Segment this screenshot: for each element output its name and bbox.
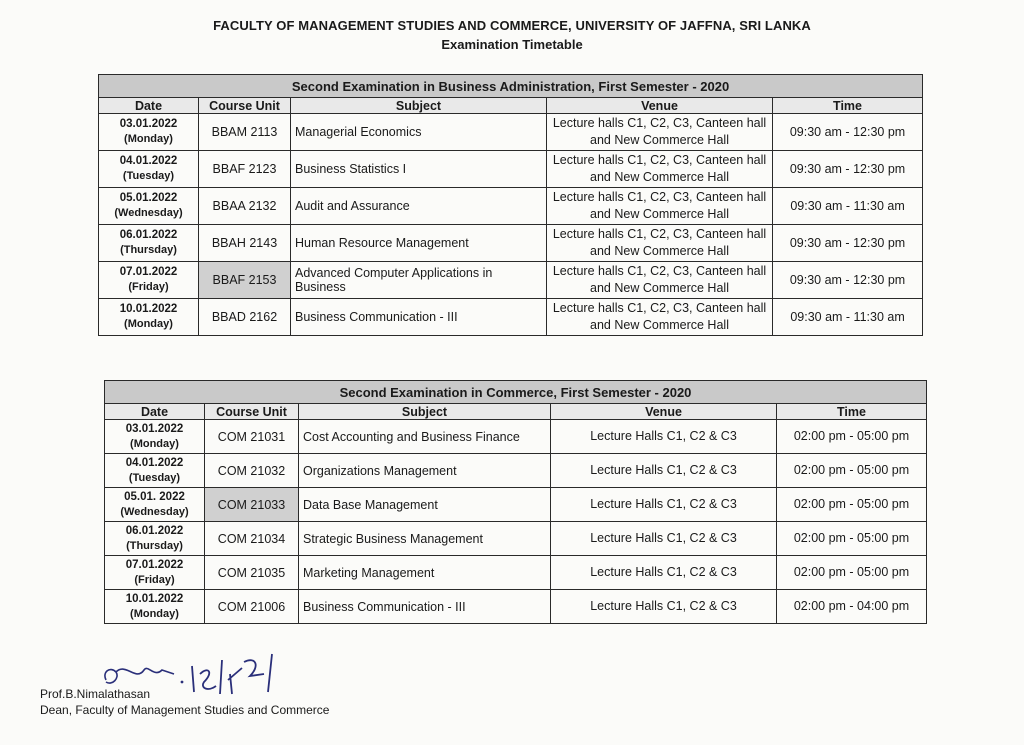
course-unit: COM 21034 <box>205 522 299 556</box>
exam-time: 02:00 pm - 04:00 pm <box>777 590 927 624</box>
exam-time: 02:00 pm - 05:00 pm <box>777 556 927 590</box>
venue: Lecture halls C1, C2, C3, Canteen hall and New Commerce Hall <box>547 225 773 262</box>
ba-header-row <box>99 98 923 114</box>
exam-day: (Thursday) <box>120 244 177 256</box>
col-header-venue: Venue <box>551 404 777 420</box>
exam-date: 07.01.2022 <box>125 558 184 571</box>
venue: Lecture halls C1, C2, C3, Canteen hall and New Commerce Hall <box>547 114 773 151</box>
col-header-course-unit: Course Unit <box>205 404 299 420</box>
subject: Organizations Management <box>299 454 551 488</box>
commerce-timetable <box>104 380 927 624</box>
exam-date: 03.01.2022 <box>119 118 178 130</box>
exam-date: 10.01.2022 <box>119 303 178 315</box>
document-header <box>0 18 1024 52</box>
exam-date: 04.01.2022 <box>125 456 184 469</box>
exam-date: 04.01.2022 <box>119 155 178 167</box>
exam-day: (Friday) <box>128 281 169 293</box>
exam-date-cell <box>105 590 205 624</box>
course-unit: BBAD 2162 <box>199 299 291 336</box>
exam-date-cell <box>99 151 199 188</box>
course-unit: BBAH 2143 <box>199 225 291 262</box>
faculty-title: FACULTY OF MANAGEMENT STUDIES AND COMMERCE, UNIVERSITY OF JAFFNA, SRI LANKA <box>213 18 811 33</box>
ba-table-row <box>99 114 923 151</box>
exam-time: 02:00 pm - 05:00 pm <box>777 488 927 522</box>
signatory-name: Prof.B.Nimalathasan <box>40 687 151 701</box>
col-header-venue: Venue <box>547 98 773 114</box>
col-header-subject: Subject <box>291 98 547 114</box>
commerce-table-row <box>105 420 927 454</box>
exam-time: 09:30 am - 12:30 pm <box>773 262 923 299</box>
exam-date: 05.01.2022 <box>119 192 178 204</box>
exam-date: 05.01. 2022 <box>124 490 185 503</box>
exam-date: 10.01.2022 <box>125 592 184 605</box>
commerce-table-title: Second Examination in Commerce, First Semester - 2020 <box>105 381 927 404</box>
col-header-course-unit: Course Unit <box>199 98 291 114</box>
commerce-table-row <box>105 556 927 590</box>
venue: Lecture Halls C1, C2 & C3 <box>551 522 777 556</box>
col-header-time: Time <box>777 404 927 420</box>
exam-day: (Thursday) <box>126 539 183 552</box>
exam-date: 03.01.2022 <box>125 422 184 435</box>
exam-time: 09:30 am - 12:30 pm <box>773 114 923 151</box>
course-unit: COM 21032 <box>205 454 299 488</box>
exam-date-cell <box>99 188 199 225</box>
col-header-subject: Subject <box>299 404 551 420</box>
commerce-table-row <box>105 522 927 556</box>
exam-day: (Monday) <box>130 607 179 620</box>
exam-date: 06.01.2022 <box>119 229 178 241</box>
subject: Advanced Computer Applications in Business <box>291 262 547 299</box>
venue: Lecture Halls C1, C2 & C3 <box>551 454 777 488</box>
subject: Business Communication - III <box>291 299 547 336</box>
exam-date: 06.01.2022 <box>125 524 184 537</box>
course-unit: COM 21033 <box>205 488 299 522</box>
ba-table-row <box>99 262 923 299</box>
subject: Data Base Management <box>299 488 551 522</box>
signatory-position: Dean, Faculty of Management Studies and Commerce <box>40 703 330 717</box>
exam-time: 09:30 am - 12:30 pm <box>773 151 923 188</box>
course-unit: BBAA 2132 <box>199 188 291 225</box>
venue: Lecture Halls C1, C2 & C3 <box>551 420 777 454</box>
exam-date-cell <box>105 420 205 454</box>
exam-day: (Friday) <box>134 573 175 586</box>
exam-date-cell <box>105 488 205 522</box>
exam-date-cell <box>99 299 199 336</box>
venue: Lecture halls C1, C2, C3, Canteen hall and New Commerce Hall <box>547 299 773 336</box>
exam-date-cell <box>99 262 199 299</box>
signatory-block <box>40 686 329 718</box>
course-unit: COM 21031 <box>205 420 299 454</box>
ba-table-row <box>99 225 923 262</box>
venue: Lecture halls C1, C2, C3, Canteen hall and New Commerce Hall <box>547 151 773 188</box>
commerce-table-row <box>105 454 927 488</box>
subject: Audit and Assurance <box>291 188 547 225</box>
venue: Lecture halls C1, C2, C3, Canteen hall and New Commerce Hall <box>547 188 773 225</box>
ba-table-title: Second Examination in Business Administration, First Semester - 2020 <box>99 75 923 98</box>
ba-table-row <box>99 299 923 336</box>
exam-time: 02:00 pm - 05:00 pm <box>777 420 927 454</box>
exam-day: (Wednesday) <box>120 505 189 518</box>
exam-date-cell <box>105 522 205 556</box>
commerce-header-row <box>105 404 927 420</box>
ba-table-row <box>99 151 923 188</box>
exam-day: (Monday) <box>124 318 173 330</box>
col-header-time: Time <box>773 98 923 114</box>
exam-time: 09:30 am - 12:30 pm <box>773 225 923 262</box>
venue: Lecture Halls C1, C2 & C3 <box>551 488 777 522</box>
exam-time: 09:30 am - 11:30 am <box>773 299 923 336</box>
subject: Strategic Business Management <box>299 522 551 556</box>
exam-day: (Tuesday) <box>128 471 181 484</box>
exam-time: 02:00 pm - 05:00 pm <box>777 522 927 556</box>
exam-date: 07.01.2022 <box>119 266 178 278</box>
col-header-date: Date <box>105 404 205 420</box>
exam-day: (Tuesday) <box>122 170 175 182</box>
subject: Business Statistics I <box>291 151 547 188</box>
subject: Marketing Management <box>299 556 551 590</box>
exam-day: (Wednesday) <box>114 207 183 219</box>
commerce-table-row <box>105 590 927 624</box>
exam-date-cell <box>99 225 199 262</box>
course-unit: BBAM 2113 <box>199 114 291 151</box>
page-title: Examination Timetable <box>441 37 583 52</box>
course-unit: BBAF 2153 <box>199 262 291 299</box>
subject: Business Communication - III <box>299 590 551 624</box>
venue: Lecture Halls C1, C2 & C3 <box>551 590 777 624</box>
commerce-table-row <box>105 488 927 522</box>
venue: Lecture Halls C1, C2 & C3 <box>551 556 777 590</box>
exam-date-cell <box>99 114 199 151</box>
exam-day: (Monday) <box>130 437 179 450</box>
ba-table-row <box>99 188 923 225</box>
col-header-date: Date <box>99 98 199 114</box>
subject: Managerial Economics <box>291 114 547 151</box>
exam-date-cell <box>105 556 205 590</box>
exam-day: (Monday) <box>124 133 173 145</box>
course-unit: COM 21006 <box>205 590 299 624</box>
exam-time: 09:30 am - 11:30 am <box>773 188 923 225</box>
exam-date-cell <box>105 454 205 488</box>
exam-time: 02:00 pm - 05:00 pm <box>777 454 927 488</box>
venue: Lecture halls C1, C2, C3, Canteen hall and New Commerce Hall <box>547 262 773 299</box>
course-unit: COM 21035 <box>205 556 299 590</box>
subject: Cost Accounting and Business Finance <box>299 420 551 454</box>
course-unit: BBAF 2123 <box>199 151 291 188</box>
subject: Human Resource Management <box>291 225 547 262</box>
ba-timetable <box>98 74 923 336</box>
